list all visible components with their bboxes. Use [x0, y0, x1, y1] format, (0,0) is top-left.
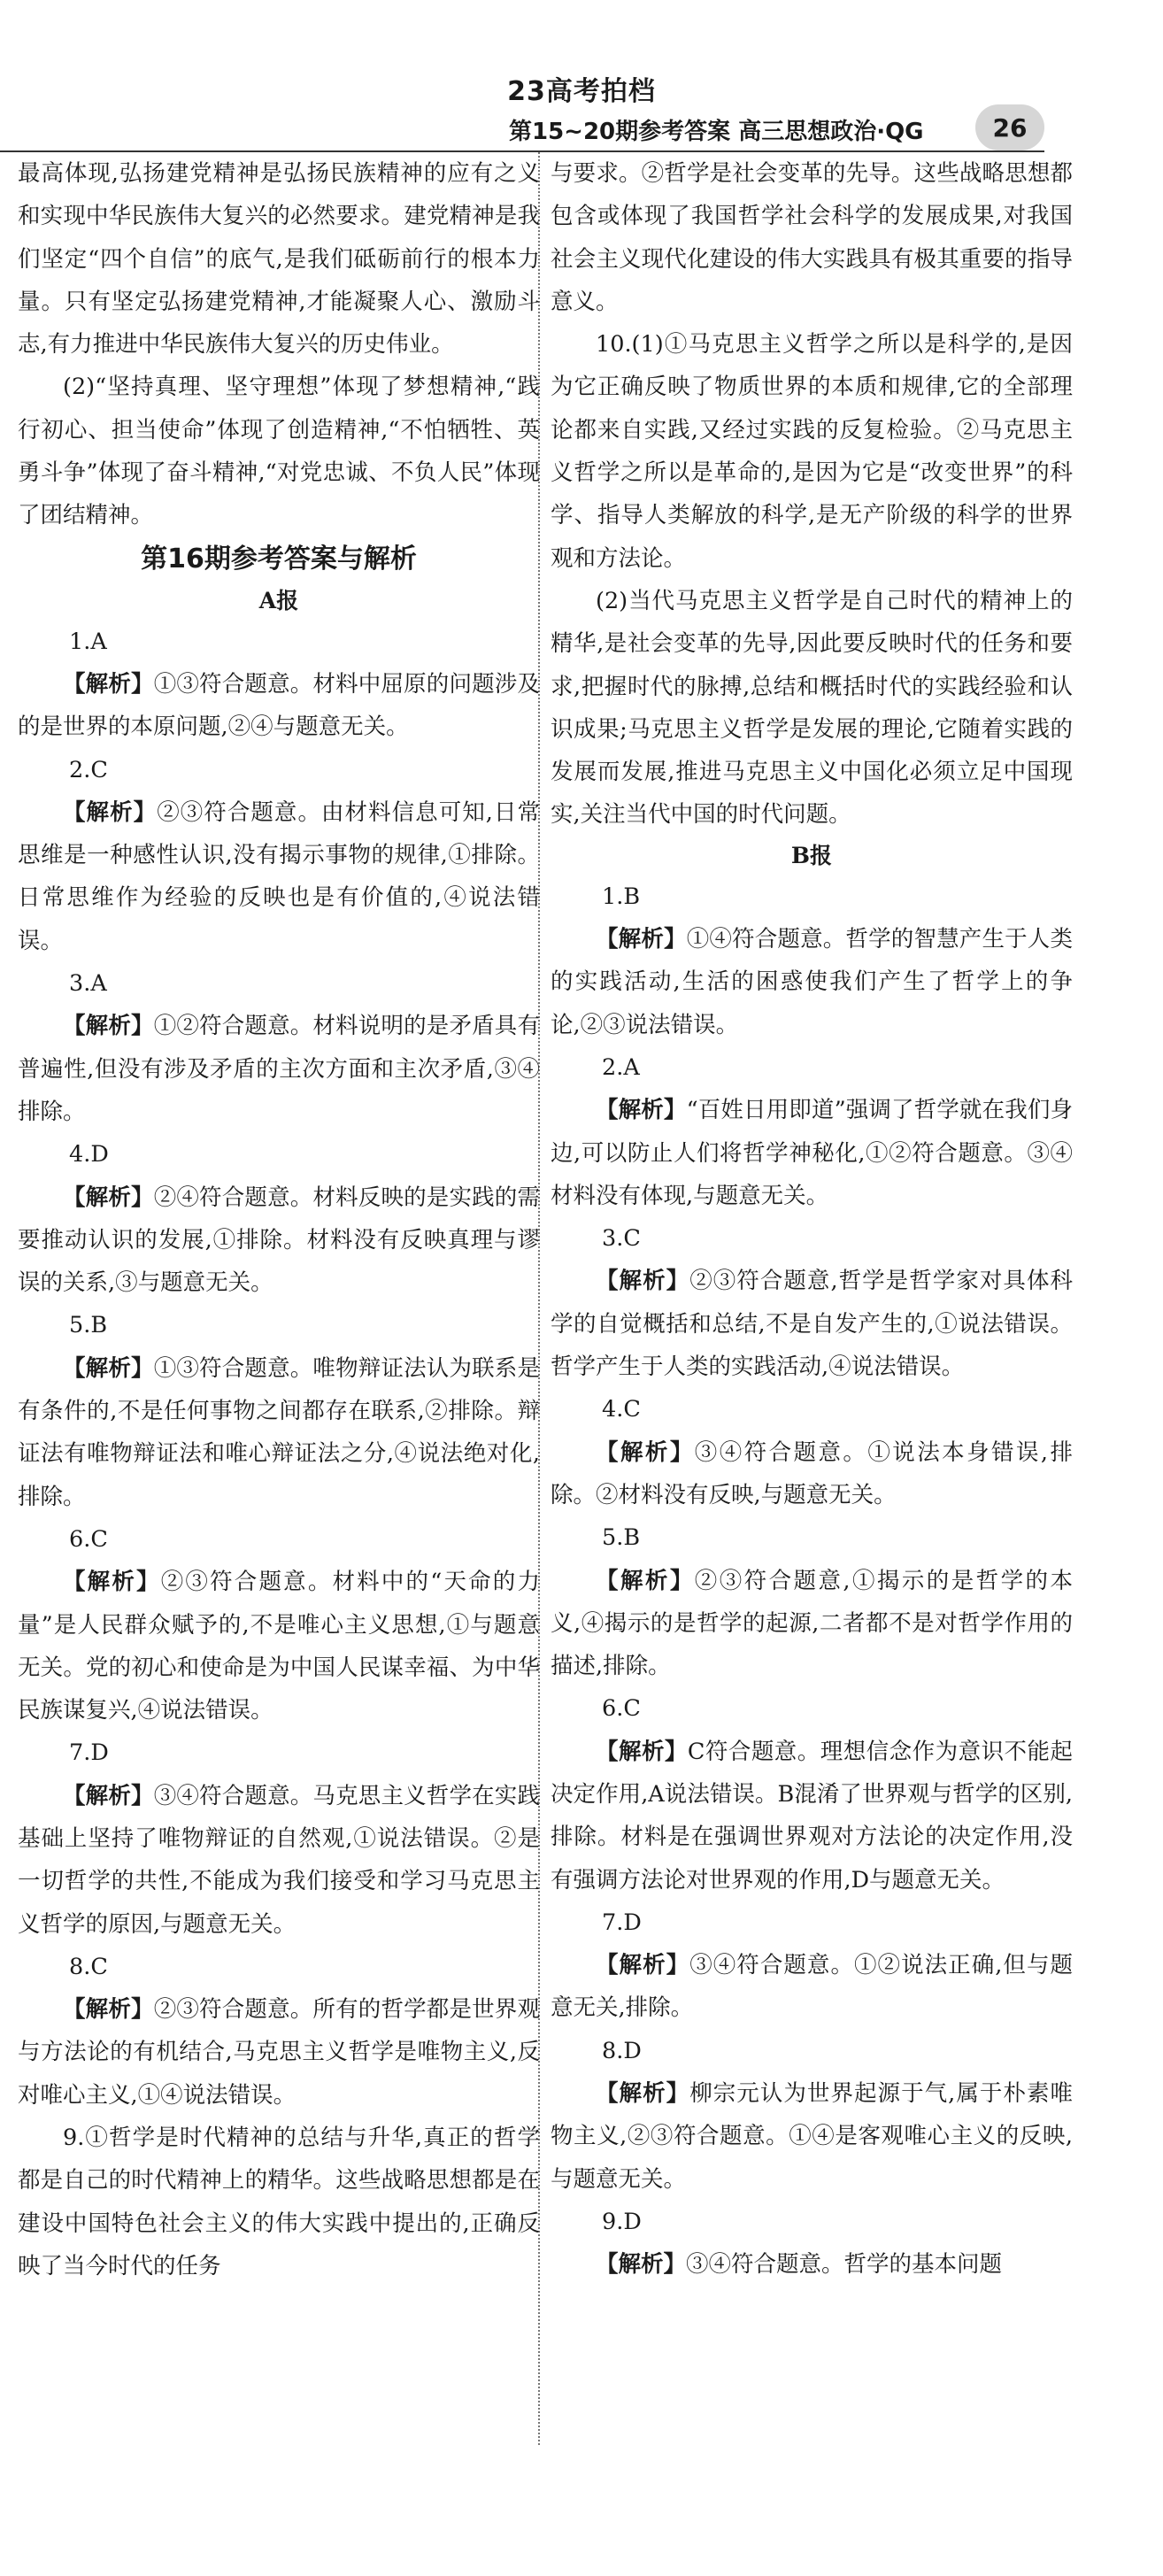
explanation	[551, 2072, 1073, 2201]
explanation	[551, 918, 1073, 1046]
explanation-text: ②③符合题意。材料中的“天命的力量”是人民群众赋予的,不是唯心主义思想,①与题意无关。党的初心和使命是为中国人民谋幸福、为中华民族谋复兴,④说法错误。	[18, 1569, 540, 1724]
explanation	[551, 1944, 1073, 2030]
explanation	[18, 1005, 540, 1133]
explanation-text: ①③符合题意。唯物辩证法认为联系是有条件的,不是任何事物之间都存在联系,②排除。辩证法有唯物辩证法和唯心辩证法之分,④说法绝对化,排除。	[18, 1354, 540, 1510]
explanation-tag: 【解析】	[63, 1013, 154, 1040]
explanation-tag: 【解析】	[596, 926, 687, 953]
explanation-tag: 【解析】	[63, 1354, 154, 1382]
explanation-text: C符合题意。理想信念作为意识不能起决定作用,A说法错误。B混淆了世界观与哲学的区别,排除。材料是在强调世界观对方法论的决定作用,没有强调方法论对世界观的作用,D与题意无关。	[551, 1738, 1073, 1893]
issue-subtitle: 第15~20期参考答案 高三思想政治·QG	[509, 119, 924, 145]
answer-number: 4.D	[69, 1141, 109, 1168]
explanation-tag: 【解析】	[596, 1438, 695, 1466]
explanation-text: ②③符合题意,①揭示的是哲学的本义,④揭示的是哲学的起源,二者都不是对哲学作用的描述,排除。	[551, 1567, 1073, 1680]
explanation-tag: 【解析】	[63, 1184, 154, 1211]
explanation	[18, 1347, 540, 1518]
answer-number: 3.A	[69, 970, 107, 998]
explanation-text: ②③符合题意,哲学是哲学家对具体科学的自觉概括和总结,不是自发产生的,①说法错误。哲学产生于人类的实践活动,④说法错误。	[551, 1268, 1073, 1381]
answer-number: 9.D	[602, 2208, 642, 2235]
explanation-tag: 【解析】	[63, 1782, 154, 1809]
explanation	[18, 1775, 540, 1946]
explanation-tag: 【解析】	[596, 2251, 687, 2279]
explanation-text: ②③符合题意。由材料信息可知,日常思维是一种感性认识,没有揭示事物的规律,①排除。日常思维作为经验的反映也是有价值的,④说法错误。	[18, 798, 540, 954]
answer-paragraph-q10-1: 10.(1)①马克思主义哲学之所以是科学的,是因为它正确反映了物质世界的本质和规律,它的全部理论都来自实践,又经过实践的反复检验。②马克思主义哲学之所以是革命的,是因为它是“改变世界”的科学、指导人类解放的科学,是无产阶级的科学的世界观和方法论。	[551, 331, 1073, 572]
answer-paragraph-2: (2)“坚持真理、坚守理想”体现了梦想精神,“践行初心、担当使命”体现了创造精神,“不怕牺牲、英勇斗争”体现了奋斗精神,“对党忠诚、不负人民”体现了团结精神。	[18, 374, 540, 529]
answer-number: 5.B	[69, 1312, 108, 1339]
explanation-text: ①③符合题意。材料中屈原的问题涉及的是世界的本原问题,②④与题意无关。	[18, 670, 540, 741]
answer-paragraph-q9: 9.①哲学是时代精神的总结与升华,真正的哲学都是自己的时代精神上的精华。这些战略思想都是在建设中国特色社会主义的伟大实践中提出的,正确反映了当今时代的任务	[18, 2125, 540, 2279]
explanation-tag: 【解析】	[596, 1738, 688, 1765]
answer-number: 4.C	[602, 1396, 641, 1423]
answer-number: 1.A	[69, 628, 107, 655]
left-column	[18, 152, 540, 2287]
explanation-text: ③④符合题意。①说法本身错误,排除。②材料没有反映,与题意无关。	[551, 1438, 1073, 1508]
explanation-tag: 【解析】	[596, 1952, 690, 1979]
explanation	[18, 1561, 540, 1731]
explanation-tag: 【解析】	[596, 2080, 690, 2108]
explanation-text: ②③符合题意。所有的哲学都是世界观与方法论的有机结合,马克思主义哲学是唯物主义,反对唯心主义,①④说法错误。	[18, 1996, 540, 2109]
explanation	[551, 1560, 1073, 1688]
answer-number: 1.B	[602, 883, 641, 910]
newspaper-masthead: 23高考拍档	[507, 76, 656, 107]
explanation	[18, 663, 540, 749]
page-number-badge: 26	[975, 104, 1044, 150]
explanation	[551, 1260, 1073, 1388]
explanation-text: ③④符合题意。哲学的基本问题	[686, 2251, 1003, 2279]
answer-paragraph-q10-2: (2)当代马克思主义哲学是自己时代的精神上的精华,是社会变革的先导,因此要反映时代的任务和要求,把握时代的脉搏,总结和概括时代的实践经验和认识成果;马克思主义哲学是发展的理论,它随着实践的发展而发展,推进马克思主义中国化必须立足中国现实,关注当代中国的时代问题。	[551, 587, 1073, 829]
explanation-text: ①④符合题意。哲学的智慧产生于人类的实践活动,生活的困惑使我们产生了哲学上的争论,②③说法错误。	[551, 926, 1073, 1038]
answer-number: 8.D	[602, 2037, 642, 2064]
explanation	[18, 791, 540, 962]
edition-label-a: A报	[258, 587, 299, 613]
answer-number: 6.C	[69, 1525, 108, 1553]
intro-paragraph: 最高体现,弘扬建党精神是弘扬民族精神的应有之义和实现中华民族伟大复兴的必然要求。建党精神是我们坚定“四个自信”的底气,是我们砥砺前行的根本力量。只有坚定弘扬建党精神,才能凝聚人心、激励斗志,有力推进中华民族伟大复兴的历史伟业。	[18, 160, 540, 359]
explanation	[551, 1089, 1073, 1217]
right-column	[551, 152, 1073, 2287]
answer-number: 3.C	[602, 1225, 641, 1253]
answer-number: 2.A	[602, 1053, 640, 1081]
answer-number: 2.C	[69, 756, 108, 783]
explanation-text: ③④符合题意。①②说法正确,但与题意无关,排除。	[551, 1952, 1073, 2022]
explanation-tag: 【解析】	[63, 1996, 154, 2024]
explanation-text: 柳宗元认为世界起源于气,属于朴素唯物主义,②③符合题意。①④是客观唯心主义的反映,与题意无关。	[551, 2080, 1073, 2193]
explanation-tag: 【解析】	[63, 1569, 161, 1596]
explanation-tag: 【解析】	[63, 798, 158, 826]
explanation-tag: 【解析】	[63, 670, 154, 698]
explanation-tag: 【解析】	[596, 1567, 695, 1594]
explanation	[551, 2243, 1073, 2286]
explanation	[18, 1176, 540, 1305]
explanation-text: ①②符合题意。材料说明的是矛盾具有普遍性,但没有涉及矛盾的主次方面和主次矛盾,③④排除。	[18, 1013, 540, 1125]
explanation-text: “百姓日用即道”强调了哲学就在我们身边,可以防止人们将哲学神秘化,①②符合题意。③④材料没有体现,与题意无关。	[551, 1097, 1073, 1209]
answer-number: 6.C	[602, 1695, 641, 1723]
section-title: 第16期参考答案与解析	[141, 543, 417, 575]
answer-paragraph-q9-continued: 与要求。②哲学是社会变革的先导。这些战略思想都包含或体现了我国哲学社会科学的发展成果,对我国社会主义现代化建设的伟大实践具有极其重要的指导意义。	[551, 160, 1073, 315]
answer-number: 8.C	[69, 1953, 108, 1980]
explanation-text: ③④符合题意。马克思主义哲学在实践基础上坚持了唯物辩证的自然观,①说法错误。②是一切哲学的共性,不能成为我们接受和学习马克思主义哲学的原因,与题意无关。	[18, 1782, 540, 1938]
explanation-tag: 【解析】	[596, 1268, 690, 1295]
answer-number: 7.D	[602, 1909, 642, 1936]
answer-number: 7.D	[69, 1739, 109, 1767]
explanation-tag: 【解析】	[596, 1097, 687, 1124]
explanation	[551, 1731, 1073, 1901]
answer-number: 5.B	[602, 1524, 641, 1552]
explanation-text: ②④符合题意。材料反映的是实践的需要推动认识的发展,①排除。材料没有反映真理与谬误的关系,③与题意无关。	[18, 1184, 540, 1297]
explanation	[18, 1988, 540, 2117]
explanation	[551, 1431, 1073, 1517]
edition-label-b: B报	[790, 842, 833, 868]
